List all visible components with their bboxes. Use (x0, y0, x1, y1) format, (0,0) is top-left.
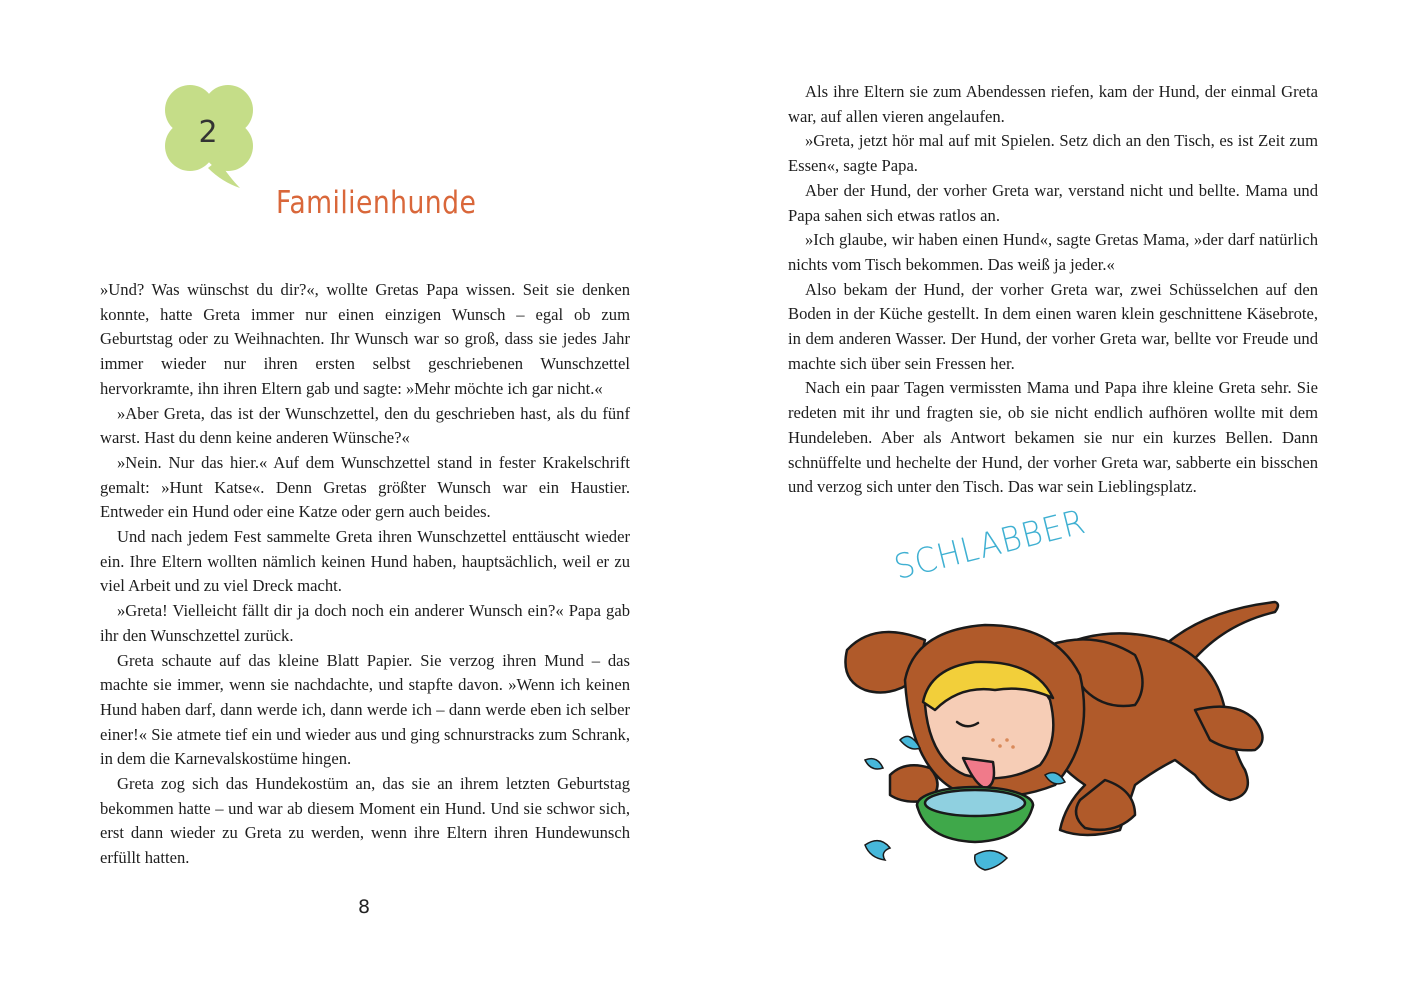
paragraph: Aber der Hund, der vorher Greta war, verstand nicht und bellte. Mama und Papa sahen sich etwas ratlos an. (788, 180, 1318, 225)
paragraph: Und nach jedem Fest sammelte Greta ihren Wunschzettel enttäuscht wieder ein. Ihre Eltern wollten nämlich keinen Hund haben, hauptsächlich, weil er zu viel Arbeit und zu viel Dreck macht. (100, 527, 630, 596)
paragraph: Greta schaute auf das kleine Blatt Papier. Sie verzog ihren Mund – das machte sie immer, wenn sie nachdachte, und stapfte davon. »Wenn ich keinen Hund haben darf, dann werde ich, dann werde ich – dann werde eben ich selber einer!« Sie atmete tief ein und wieder aus und ging schnurstracks zum Schrank, in dem die Karnevalskostüme hingen. (100, 650, 630, 769)
paragraph: »Greta! Vielleicht fällt dir ja doch noch ein anderer Wunsch ein?« Papa gab ihr den Wunschzettel zurück. (100, 601, 630, 645)
sound-word: SCHLABBER (890, 501, 1090, 588)
dog-costume-girl-drinking-icon (835, 590, 1295, 890)
paragraph: Als ihre Eltern sie zum Abendessen riefen, kam der Hund, der einmal Greta war, auf allen vieren angelaufen. (788, 82, 1318, 126)
paragraph: »Nein. Nur das hier.« Auf dem Wunschzettel stand in fester Krakelschrift gemalt: »Hunt Katse«. Denn Gretas größter Wunsch war ein Haustier. Entweder ein Hund oder eine Katze oder gern auch beides. (100, 452, 630, 522)
left-body-text (100, 278, 630, 871)
paragraph: Nach ein paar Tagen vermissten Mama und Papa ihre kleine Greta sehr. Sie redeten mit ihr und fragten sie, ob sie nicht endlich aufhören wollte mit dem Hundeleben. Aber als Antwort bekamen sie nur ein kurzes Bellen. Dann schnüffelte und hechelte der Hund, der vorher Greta war, sabberte ein bisschen und verzog sich unter den Tisch. Das war sein Lieblingsplatz. (788, 378, 1318, 497)
paragraph: »Ich glaube, wir haben einen Hund«, sagte Gretas Mama, »der darf natürlich nichts vom Tisch bekommen. Das weiß ja jeder.« (788, 230, 1318, 274)
paragraph: »Greta, jetzt hör mal auf mit Spielen. Setz dich an den Tisch, es ist Zeit zum Essen«, sagte Papa. (788, 131, 1318, 176)
left-page (0, 0, 708, 1000)
paragraph: Greta zog sich das Hundekostüm an, das sie an ihrem letzten Geburtstag bekommen hatte – und war ab diesem Moment ein Hund. Und sie schwor sich, erst dann wieder zu Greta zu werden, wenn ihre Eltern ihren Hundewunsch erfüllt hatten. (100, 774, 630, 868)
page-number: 8 (357, 896, 371, 918)
chapter-title: Familienhunde (276, 185, 477, 221)
paragraph: Also bekam der Hund, der vorher Greta war, zwei Schüsselchen auf den Boden in der Küche gestellt. In dem einen waren klein geschnittene Käsebrote, in dem anderen Wasser. Der Hund, der vorher Greta war, bellte vor Freude und machte sich über sein Fressen her. (788, 279, 1318, 373)
right-body-text (788, 80, 1318, 500)
chapter-number: 2 (198, 115, 218, 150)
paragraph: »Und? Was wünschst du dir?«, wollte Gretas Papa wissen. Seit sie denken konnte, hatte Greta immer nur einen einzigen Wunsch – egal ob zum Geburtstag oder zu Weihnachten. Ihr Wunsch war so groß, dass sie jedes Jahr immer wieder nur ihren ersten selbst geschriebenen Wunschzettel hervorkramte, ihn ihren Eltern gab und sagte: »Mehr möchte ich gar nicht.« (100, 280, 630, 398)
paragraph: »Aber Greta, das ist der Wunschzettel, den du geschrieben hast, als du fünf warst. Hast du denn keine anderen Wünsche?« (100, 403, 630, 448)
